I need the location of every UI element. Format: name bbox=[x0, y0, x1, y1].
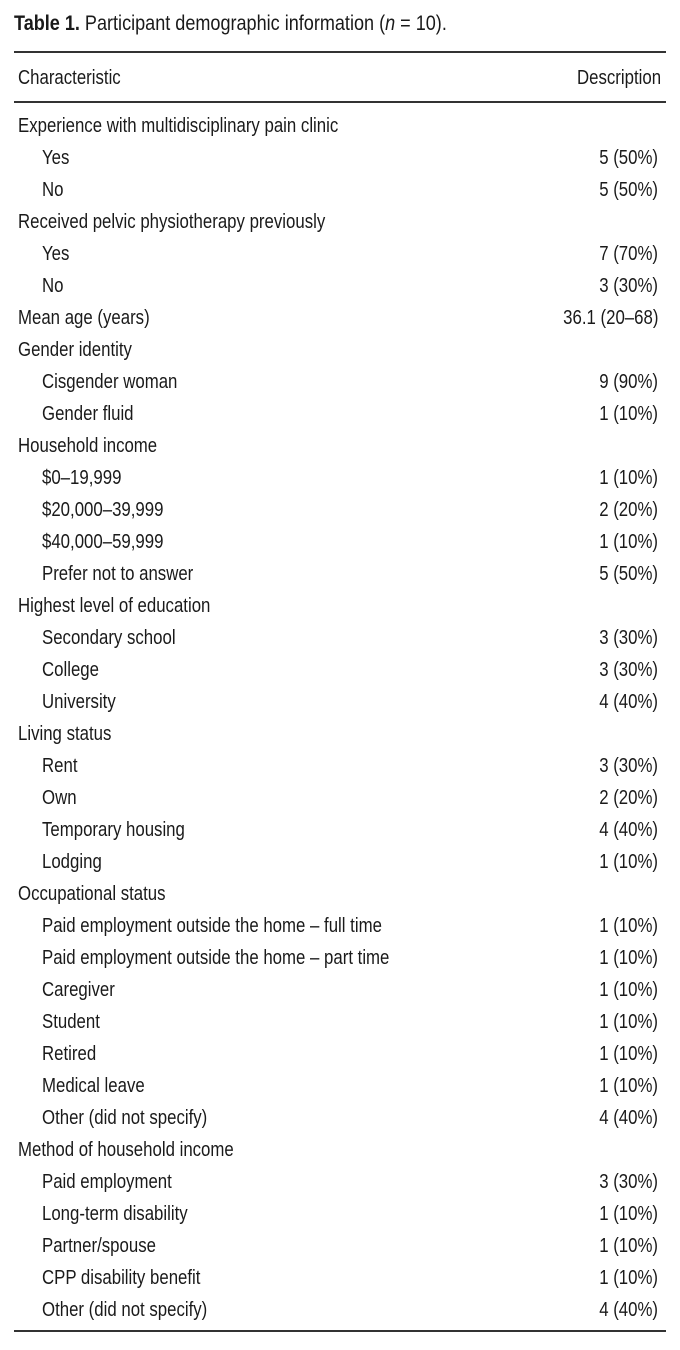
row-value: 1 (10%) bbox=[599, 1011, 658, 1033]
row-label: Paid employment bbox=[42, 1171, 172, 1193]
row-value: 3 (30%) bbox=[599, 275, 658, 297]
table-row bbox=[0, 494, 680, 526]
table-row bbox=[0, 462, 680, 494]
row-value: 5 (50%) bbox=[599, 147, 658, 169]
header-characteristic: Characteristic bbox=[18, 67, 121, 89]
row-value: 7 (70%) bbox=[599, 243, 658, 265]
row-label: Paid employment outside the home – part time bbox=[42, 947, 390, 969]
table-row bbox=[0, 174, 680, 206]
row-label: Gender fluid bbox=[42, 403, 134, 425]
row-value: 1 (10%) bbox=[599, 1075, 658, 1097]
table-row bbox=[0, 910, 680, 942]
row-label: Secondary school bbox=[42, 627, 176, 649]
table-row bbox=[0, 270, 680, 302]
row-label: Rent bbox=[42, 755, 78, 777]
row-label: Lodging bbox=[42, 851, 102, 873]
row-label: Other (did not specify) bbox=[42, 1107, 208, 1129]
row-label: Prefer not to answer bbox=[42, 563, 194, 585]
row-label: $0–19,999 bbox=[42, 467, 122, 489]
table-row bbox=[0, 1294, 680, 1326]
table-row bbox=[0, 1102, 680, 1134]
row-label: Retired bbox=[42, 1043, 97, 1065]
row-label: Paid employment outside the home – full time bbox=[42, 915, 382, 937]
row-label: Household income bbox=[18, 435, 158, 457]
table-row bbox=[0, 1198, 680, 1230]
row-label: CPP disability benefit bbox=[42, 1267, 201, 1289]
row-label: Caregiver bbox=[42, 979, 115, 1001]
table-row bbox=[0, 1038, 680, 1070]
group-row bbox=[0, 206, 680, 238]
table-row bbox=[0, 526, 680, 558]
row-label: Partner/spouse bbox=[42, 1235, 156, 1257]
group-row bbox=[0, 1134, 680, 1166]
row-label: Yes bbox=[42, 147, 70, 169]
table-row bbox=[0, 1070, 680, 1102]
row-value: 4 (40%) bbox=[599, 1107, 658, 1129]
row-label: Medical leave bbox=[42, 1075, 145, 1097]
group-row bbox=[0, 718, 680, 750]
table-row bbox=[0, 846, 680, 878]
row-label: No bbox=[42, 275, 64, 297]
row-value: 36.1 (20–68) bbox=[562, 307, 658, 329]
table-row bbox=[0, 654, 680, 686]
row-value: 3 (30%) bbox=[599, 627, 658, 649]
table-row bbox=[0, 238, 680, 270]
row-value: 1 (10%) bbox=[599, 531, 658, 553]
row-label: Yes bbox=[42, 243, 70, 265]
row-label: University bbox=[42, 691, 116, 713]
table-caption bbox=[14, 12, 447, 36]
row-label: Occupational status bbox=[18, 883, 166, 905]
table-row bbox=[0, 142, 680, 174]
header-row bbox=[0, 62, 680, 94]
row-value: 1 (10%) bbox=[599, 947, 658, 969]
top-rule bbox=[14, 51, 666, 53]
row-value: 5 (50%) bbox=[599, 563, 658, 585]
row-label: Temporary housing bbox=[42, 819, 185, 841]
group-row bbox=[0, 334, 680, 366]
row-label: Gender identity bbox=[18, 339, 132, 361]
caption-text: Participant demographic information ( bbox=[84, 12, 386, 35]
row-label: Living status bbox=[18, 723, 112, 745]
row-label: $40,000–59,999 bbox=[42, 531, 164, 553]
row-value: 9 (90%) bbox=[599, 371, 658, 393]
row-value: 2 (20%) bbox=[599, 499, 658, 521]
table-row bbox=[0, 686, 680, 718]
row-value: 4 (40%) bbox=[599, 1299, 658, 1321]
row-label: Highest level of education bbox=[18, 595, 211, 617]
row-label: $20,000–39,999 bbox=[42, 499, 164, 521]
row-value: 1 (10%) bbox=[599, 915, 658, 937]
row-label: Mean age (years) bbox=[18, 307, 150, 329]
header-rule bbox=[14, 101, 666, 103]
table-row bbox=[0, 398, 680, 430]
row-value: 4 (40%) bbox=[599, 819, 658, 841]
row-label: Long-term disability bbox=[42, 1203, 188, 1225]
group-row bbox=[0, 430, 680, 462]
table-row bbox=[0, 622, 680, 654]
row-value: 1 (10%) bbox=[599, 851, 658, 873]
table-number: Table 1. bbox=[14, 12, 80, 35]
table-row bbox=[0, 1166, 680, 1198]
row-label: Received pelvic physiotherapy previously bbox=[18, 211, 326, 233]
row-value: 3 (30%) bbox=[599, 755, 658, 777]
row-value: 3 (30%) bbox=[599, 1171, 658, 1193]
table-row bbox=[0, 1006, 680, 1038]
table-row bbox=[0, 814, 680, 846]
row-label: Experience with multidisciplinary pain clinic bbox=[18, 115, 339, 137]
group-row bbox=[0, 110, 680, 142]
row-value: 1 (10%) bbox=[599, 467, 658, 489]
row-label: College bbox=[42, 659, 99, 681]
table-row bbox=[0, 1262, 680, 1294]
row-value: 1 (10%) bbox=[599, 1267, 658, 1289]
row-value: 3 (30%) bbox=[599, 659, 658, 681]
table-row bbox=[0, 750, 680, 782]
row-value: 2 (20%) bbox=[599, 787, 658, 809]
row-label: No bbox=[42, 179, 64, 201]
row-value: 5 (50%) bbox=[599, 179, 658, 201]
caption-rest: = 10). bbox=[395, 12, 447, 35]
row-label: Other (did not specify) bbox=[42, 1299, 208, 1321]
row-label: Own bbox=[42, 787, 77, 809]
row-value: 1 (10%) bbox=[599, 1235, 658, 1257]
group-row bbox=[0, 878, 680, 910]
table-row bbox=[0, 558, 680, 590]
row-value: 1 (10%) bbox=[599, 979, 658, 1001]
row-label: Student bbox=[42, 1011, 100, 1033]
table-row bbox=[0, 1230, 680, 1262]
row-label: Method of household income bbox=[18, 1139, 234, 1161]
row-value: 1 (10%) bbox=[599, 1203, 658, 1225]
row-value: 4 (40%) bbox=[599, 691, 658, 713]
table-row bbox=[0, 366, 680, 398]
table-row bbox=[0, 782, 680, 814]
table-row bbox=[0, 942, 680, 974]
row-value: 1 (10%) bbox=[599, 403, 658, 425]
table-row bbox=[0, 974, 680, 1006]
row-value: 1 (10%) bbox=[599, 1043, 658, 1065]
group-row bbox=[0, 590, 680, 622]
row-label: Cisgender woman bbox=[42, 371, 178, 393]
group-row bbox=[0, 302, 680, 334]
caption-n: n bbox=[385, 12, 396, 35]
header-description: Description bbox=[576, 67, 661, 89]
bottom-rule bbox=[14, 1330, 666, 1332]
